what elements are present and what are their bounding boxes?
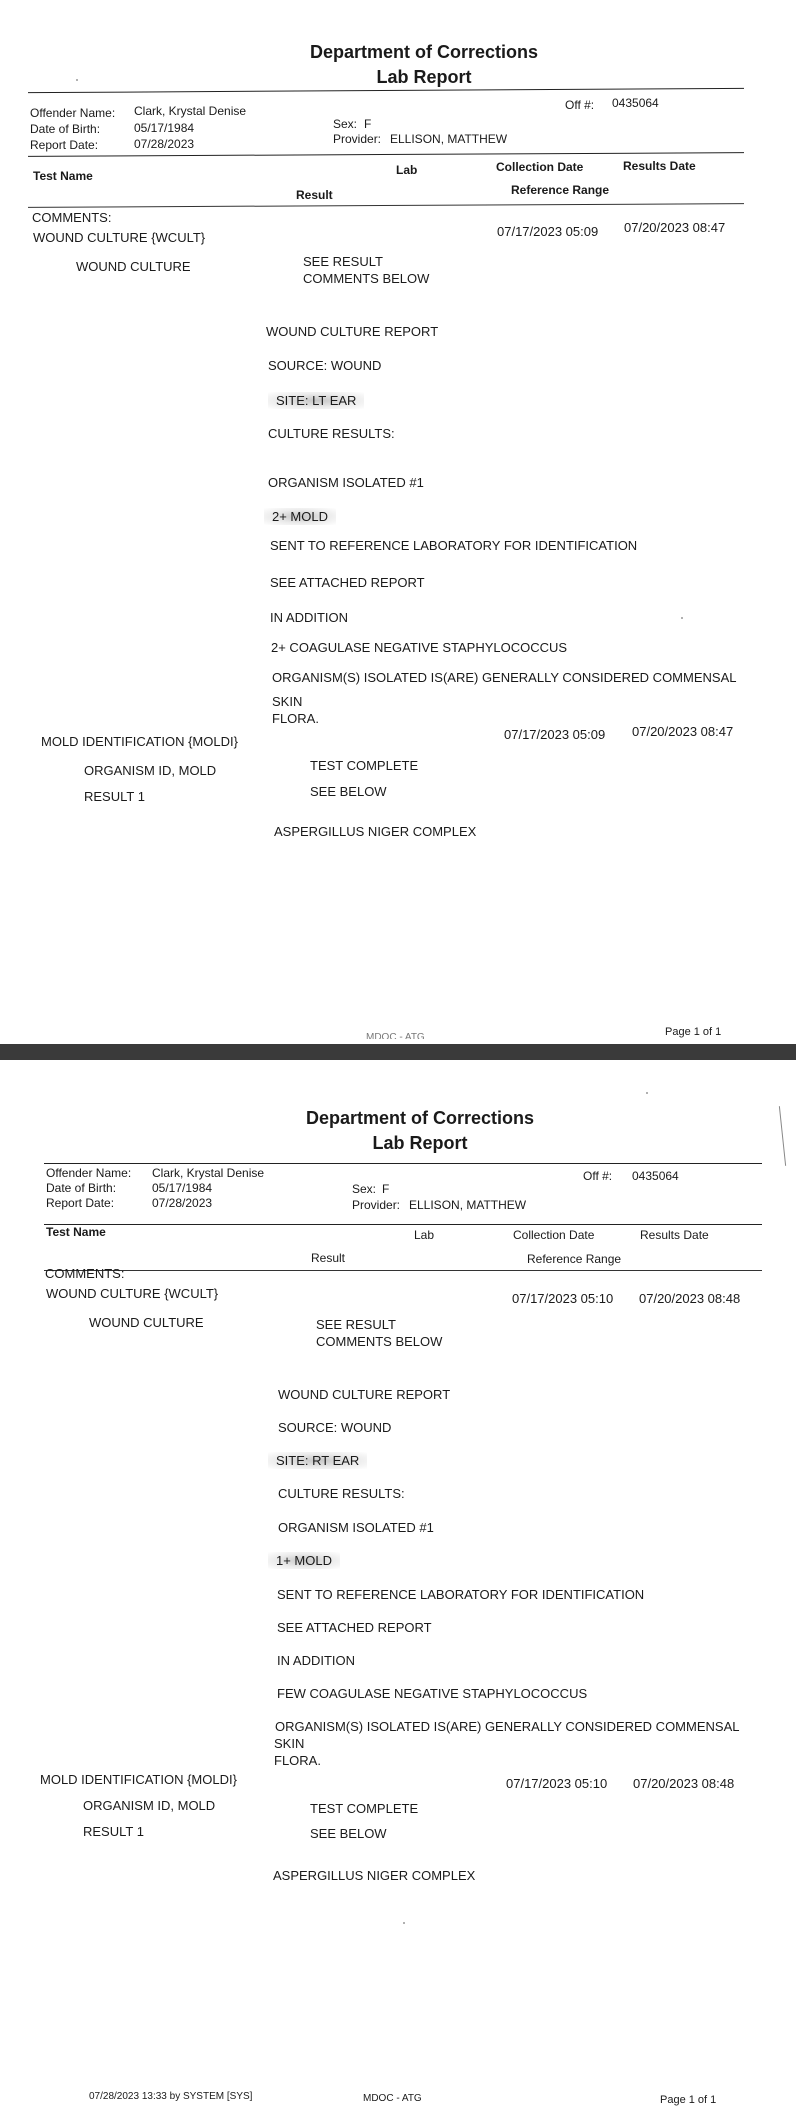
report-line: WOUND CULTURE REPORT xyxy=(266,324,439,339)
comments-label: COMMENTS: xyxy=(32,210,112,225)
footer-print-stamp: 07/28/2023 13:33 by SYSTEM [SYS] xyxy=(89,2091,253,2102)
off-number-label: Off #: xyxy=(583,1169,613,1183)
report-line-organism-quantity: 1+ MOLD xyxy=(268,1553,340,1568)
off-number-value: 0435064 xyxy=(612,96,659,110)
off-number-value: 0435064 xyxy=(632,1169,679,1183)
test-mold-id-results-date: 07/20/2023 08:47 xyxy=(632,724,734,739)
sex-value: F xyxy=(382,1182,390,1196)
col-lab: Lab xyxy=(414,1228,435,1242)
col-reference-range: Reference Range xyxy=(527,1252,622,1266)
dob-label: Date of Birth: xyxy=(30,122,101,136)
mold-id-finding: ASPERGILLUS NIGER COMPLEX xyxy=(274,824,477,839)
col-results-date: Results Date xyxy=(623,159,696,173)
col-results-date: Results Date xyxy=(640,1228,709,1242)
report-date-label: Report Date: xyxy=(46,1196,115,1210)
report-line-site: SITE: RT EAR xyxy=(268,1453,367,1468)
col-test-name: Test Name xyxy=(46,1225,106,1239)
off-number-label: Off #: xyxy=(565,98,595,112)
sex-label: Sex: xyxy=(333,117,358,131)
test-wound-culture-name: WOUND CULTURE {WCULT} xyxy=(46,1286,219,1301)
report-line: SEE ATTACHED REPORT xyxy=(277,1620,432,1635)
scan-speck xyxy=(403,1922,405,1924)
scan-speck xyxy=(646,1092,648,1094)
offender-name-value: Clark, Krystal Denise xyxy=(134,104,247,118)
col-result: Result xyxy=(311,1251,346,1265)
report-line: SKIN xyxy=(274,1736,305,1751)
test-wound-culture-name: WOUND CULTURE {WCULT} xyxy=(33,230,206,245)
header-rule xyxy=(44,1163,762,1164)
column-header-rule-bottom xyxy=(44,1270,762,1271)
test-mold-id-collection-date: 07/17/2023 05:10 xyxy=(506,1776,608,1791)
dob-label: Date of Birth: xyxy=(46,1181,117,1195)
offender-name-label: Offender Name: xyxy=(46,1166,132,1180)
report-line: FLORA. xyxy=(274,1753,321,1768)
wound-culture-result-line-2: COMMENTS BELOW xyxy=(316,1334,443,1349)
report-line: ORGANISM(S) ISOLATED IS(ARE) GENERALLY CONSIDERED COMMENSAL xyxy=(275,1719,740,1734)
scan-edge-mark xyxy=(779,1106,786,1166)
lab-report-page-1 xyxy=(0,0,796,1044)
footer-center: MDOC - ATG xyxy=(363,2093,422,2104)
report-date-value: 07/28/2023 xyxy=(152,1196,213,1210)
provider-label: Provider: xyxy=(352,1198,401,1212)
wound-culture-result-line-1: SEE RESULT xyxy=(303,254,383,269)
report-line: SOURCE: WOUND xyxy=(278,1420,392,1435)
footer-center: MDOC - ATG xyxy=(366,1032,425,1039)
test-mold-id-collection-date: 07/17/2023 05:09 xyxy=(504,727,606,742)
col-collection-date: Collection Date xyxy=(496,160,584,174)
mold-id-sub-organism: ORGANISM ID, MOLD xyxy=(84,763,217,778)
report-date-value: 07/28/2023 xyxy=(134,137,195,151)
sex-value: F xyxy=(364,117,372,131)
report-line: SENT TO REFERENCE LABORATORY FOR IDENTIFICATION xyxy=(277,1587,645,1602)
mold-id-sub-result: RESULT 1 xyxy=(83,1824,144,1839)
test-wound-culture-collection-date: 07/17/2023 05:10 xyxy=(512,1291,614,1306)
report-line: FLORA. xyxy=(272,711,319,726)
report-line: WOUND CULTURE REPORT xyxy=(278,1387,451,1402)
report-line: SENT TO REFERENCE LABORATORY FOR IDENTIFICATION xyxy=(270,538,638,553)
scan-speck xyxy=(681,617,683,619)
wound-culture-sub-test: WOUND CULTURE xyxy=(89,1315,204,1330)
report-line: IN ADDITION xyxy=(277,1653,356,1668)
report-line-site: SITE: LT EAR xyxy=(268,393,364,408)
lab-report-page-2 xyxy=(0,1060,796,2114)
mold-id-finding: ASPERGILLUS NIGER COMPLEX xyxy=(273,1868,476,1883)
provider-value: ELLISON, MATTHEW xyxy=(390,132,508,146)
report-line-organism-quantity: 2+ MOLD xyxy=(264,509,336,524)
report-line: SOURCE: WOUND xyxy=(268,358,382,373)
test-mold-id-results-date: 07/20/2023 08:48 xyxy=(633,1776,735,1791)
column-header-rule-top xyxy=(44,1224,762,1225)
mold-id-sub-result: RESULT 1 xyxy=(84,789,145,804)
report-line: ORGANISM ISOLATED #1 xyxy=(268,475,424,490)
scan-speck xyxy=(76,79,78,81)
report-line: SKIN xyxy=(272,694,303,709)
provider-value: ELLISON, MATTHEW xyxy=(409,1198,527,1212)
col-result: Result xyxy=(296,188,333,202)
footer-page-number: Page 1 of 1 xyxy=(660,2094,717,2106)
report-line: IN ADDITION xyxy=(270,610,349,625)
column-header-rule-top xyxy=(28,152,744,157)
report-line: ORGANISM ISOLATED #1 xyxy=(278,1520,434,1535)
wound-culture-result-line-1: SEE RESULT xyxy=(316,1317,396,1332)
mold-id-result-1: TEST COMPLETE xyxy=(310,758,419,773)
mold-id-sub-organism: ORGANISM ID, MOLD xyxy=(83,1798,216,1813)
test-mold-id-name: MOLD IDENTIFICATION {MOLDI} xyxy=(40,1772,237,1787)
comments-label: COMMENTS: xyxy=(45,1266,125,1281)
test-wound-culture-results-date: 07/20/2023 08:47 xyxy=(624,220,726,235)
column-header-rule-bottom xyxy=(28,203,744,208)
col-reference-range: Reference Range xyxy=(511,183,610,197)
dob-value: 05/17/1984 xyxy=(134,121,195,135)
dob-value: 05/17/1984 xyxy=(152,1181,213,1195)
sex-label: Sex: xyxy=(352,1182,377,1196)
report-line: 2+ COAGULASE NEGATIVE STAPHYLOCOCCUS xyxy=(271,640,568,655)
report-subtitle: Lab Report xyxy=(376,67,472,87)
report-date-label: Report Date: xyxy=(30,138,99,152)
report-line: CULTURE RESULTS: xyxy=(278,1486,405,1501)
col-lab: Lab xyxy=(396,163,418,177)
test-mold-id-name: MOLD IDENTIFICATION {MOLDI} xyxy=(41,734,238,749)
mold-id-result-2: SEE BELOW xyxy=(310,1826,387,1841)
offender-name-value: Clark, Krystal Denise xyxy=(152,1166,265,1180)
header-rule xyxy=(28,88,744,93)
wound-culture-result-line-2: COMMENTS BELOW xyxy=(303,271,430,286)
footer-page-number: Page 1 of 1 xyxy=(665,1026,722,1038)
report-subtitle: Lab Report xyxy=(372,1133,468,1153)
offender-name-label: Offender Name: xyxy=(30,106,116,120)
report-title: Department of Corrections xyxy=(309,42,539,62)
report-title: Department of Corrections xyxy=(305,1108,535,1128)
col-test-name: Test Name xyxy=(33,169,93,183)
wound-culture-sub-test: WOUND CULTURE xyxy=(76,259,191,274)
mold-id-result-1: TEST COMPLETE xyxy=(310,1801,419,1816)
report-line: SEE ATTACHED REPORT xyxy=(270,575,425,590)
report-line: CULTURE RESULTS: xyxy=(268,426,395,441)
report-line: ORGANISM(S) ISOLATED IS(ARE) GENERALLY CONSIDERED COMMENSAL xyxy=(272,670,737,685)
test-wound-culture-results-date: 07/20/2023 08:48 xyxy=(639,1291,741,1306)
col-collection-date: Collection Date xyxy=(513,1228,595,1242)
mold-id-result-2: SEE BELOW xyxy=(310,784,387,799)
provider-label: Provider: xyxy=(333,132,382,146)
page-separator xyxy=(0,1044,796,1060)
report-line: FEW COAGULASE NEGATIVE STAPHYLOCOCCUS xyxy=(277,1686,588,1701)
test-wound-culture-collection-date: 07/17/2023 05:09 xyxy=(497,224,599,239)
